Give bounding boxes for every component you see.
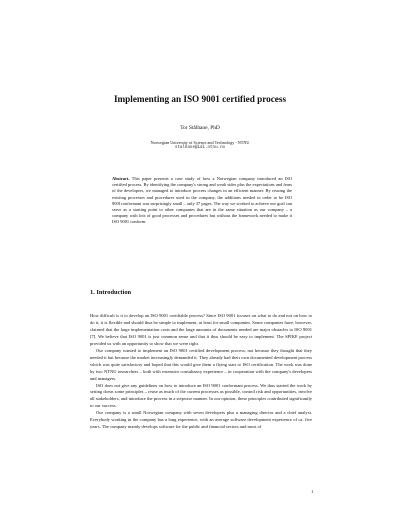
abstract xyxy=(112,176,292,226)
body-paragraph: ISO does not give any guidelines on how to introduce an ISO 9001 conformant process. We thus started the work by setting down some principles – reuse as much of the current processes as possible, control risk and opportunities, involve all stakeholders, and introduce the process in a stepwise manner. In our opinion, these principles contributed significantly to our success. xyxy=(90,382,312,409)
body-paragraph: Our company is a small Norwegian company with seven developers plus a managing director and a chief analyst. Everybody working in the company has a long experience, with an average software development experience of ca. five years. The company mainly develops software for the public and financial sectors and most of xyxy=(90,410,312,430)
section-heading: 1. Introduction xyxy=(90,289,132,296)
abstract-label: Abstract. xyxy=(112,176,130,181)
page-number: 1 xyxy=(311,489,314,494)
author-name: Tor Stålhane, PhD xyxy=(180,125,220,131)
introduction-body xyxy=(90,313,312,431)
author-affiliation: Norwegian University of Science and Technology - NTNU xyxy=(150,140,250,145)
author-email: stalhane@idi.ntnu.no xyxy=(174,146,226,150)
paper-title: Implementing an ISO 9001 certified process xyxy=(113,94,287,104)
abstract-text: This paper presents a case study of how a Norwegian company introduced an ISO certified process. By identifying the company's strong and weak sides plus the expectations and fears of the developers, we managed to introduce process changes in an efficient manner. By reusing the existing processes and procedures used in the company, the additions needed in order to be ISO 9001conformant was surprisingly small – only 37 pages. The way we worked to achieve our goal can serve as a starting point to other companies that are in the same situation as our company – a company with lots of good processes and procedures but without the framework needed to make it ISO 9001 conform. xyxy=(112,176,292,225)
body-paragraph: Our company wanted to implement an ISO 9001 certified development process, not because they thought that they needed it but because the market increasingly demanded it. They already had their own documented development process which was quite satisfactory and hoped that this would give them a flying start to ISO certification. The work was done by two NTNU researchers – both with extensive consultancy experience – in cooperation with the company's developers and managers. xyxy=(90,347,312,381)
body-paragraph: How difficult is it to develop an ISO 9001 certifiable process? Since ISO 9001 focuses on what to do and not on how to do it, it is flexible and should thus be simple to implement, at least for small companies. Some companies have, however, claimed that the large implementation costs and the large amounts of documents needed are major obstacles to ISO 9001 [7]. We believe that ISO 9001 is just common sense and that it thus should be easy to implement. The SPIKE project provided us with an opportunity to show that we were right. xyxy=(90,313,312,346)
